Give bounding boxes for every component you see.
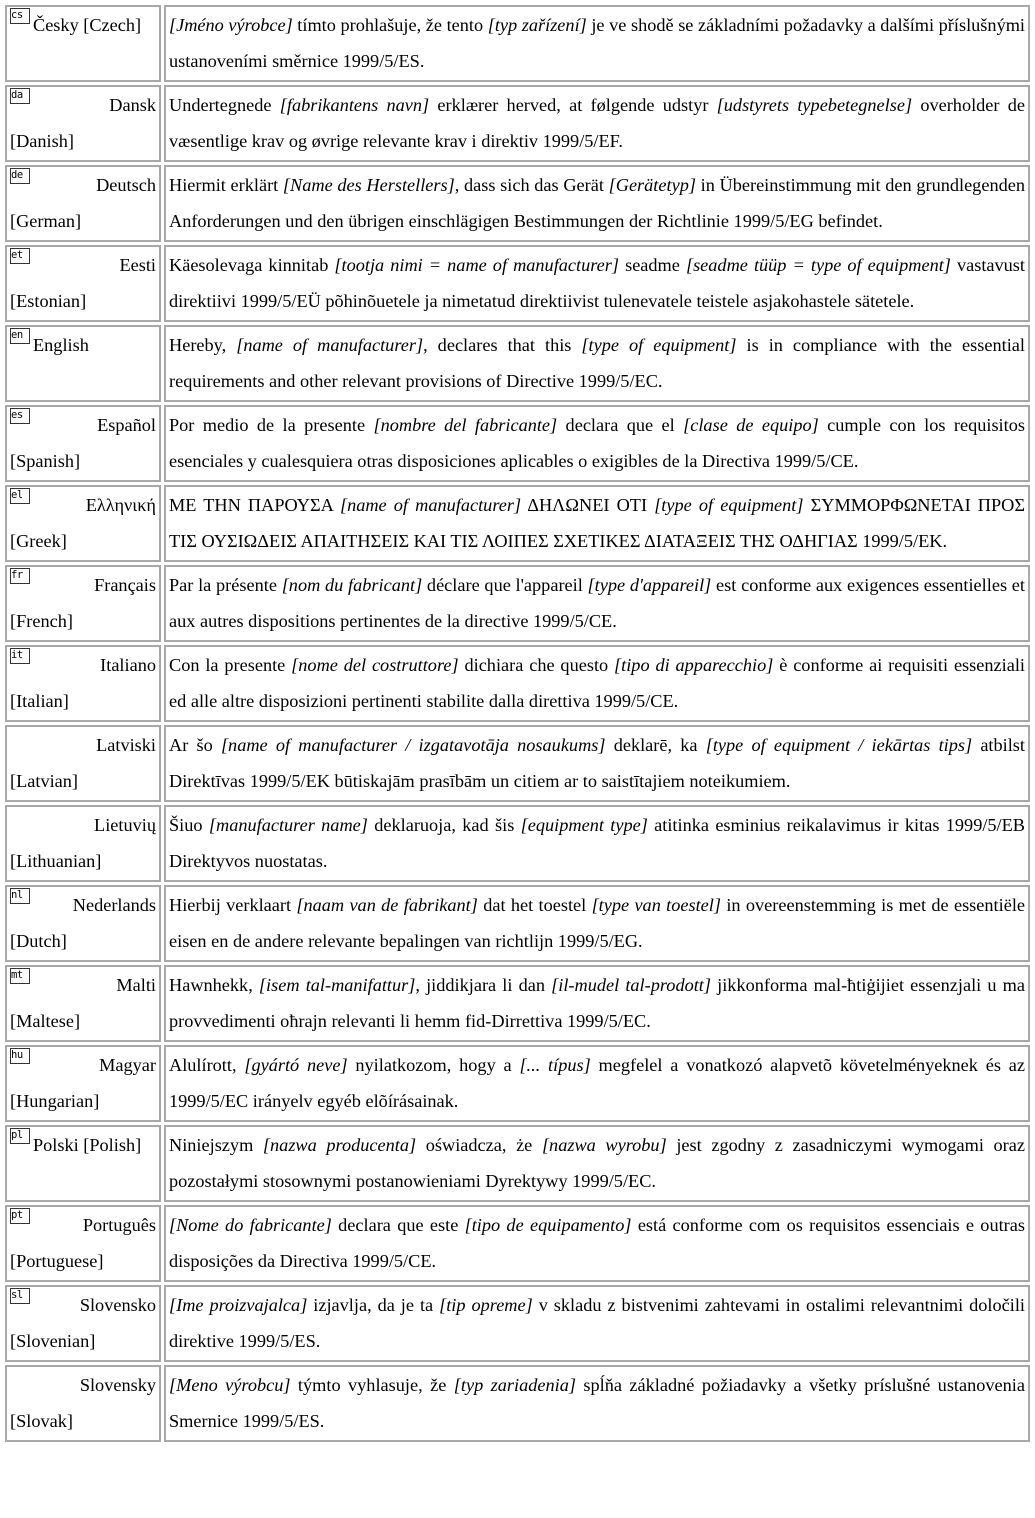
language-cell (5, 565, 161, 642)
language-english-name: [Maltese] (10, 1010, 81, 1031)
language-line (10, 1048, 156, 1084)
language-cell (5, 485, 161, 562)
placeholder-text: [seadme tüüp = type of equipment] (685, 255, 951, 275)
text-segment: in overeenstemming is met de essentiële eisen en de andere relevante bepalingen van richtlijn 1999/5/EG. (169, 895, 1026, 951)
placeholder-text: [name of manufacturer] (236, 335, 424, 355)
text-segment: Hawnhekk, (169, 975, 259, 995)
language-english-name: [Latvian] (10, 770, 79, 791)
language-name: Italiano (100, 655, 156, 675)
text-segment: spĺňa základné požiadavky a všetky príslušné ustanovenia Smernice 1999/5/ES. (169, 1375, 1025, 1431)
text-segment: is in compliance with the essential requirements and other relevant provisions of Directive 1999/5/EC. (169, 335, 1025, 391)
table-row (5, 165, 1030, 242)
language-english-name: [Spanish] (10, 450, 81, 471)
placeholder-text: [Nome do fabricante] (169, 1215, 332, 1235)
language-code-icon: mt (10, 968, 30, 984)
language-english-name: [Slovenian] (10, 1330, 96, 1351)
text-segment: , dass sich das Gerät (454, 175, 609, 195)
language-line (10, 648, 156, 684)
text-segment: déclare que l'appareil (422, 575, 588, 595)
table-row (5, 805, 1030, 882)
declaration-text (164, 645, 1030, 722)
language-name: Slovensko (79, 1295, 156, 1315)
language-cell (5, 725, 161, 802)
placeholder-text: [Gerätetyp] (608, 175, 696, 195)
text-segment: dat het toestel (477, 895, 592, 915)
language-name: Magyar (99, 1055, 156, 1075)
text-segment: Hierbij verklaart (169, 895, 297, 915)
table-row (5, 405, 1030, 482)
declaration-text (164, 325, 1030, 402)
text-segment: oświadcza, że (416, 1135, 542, 1155)
placeholder-text: [il-mudel tal-prodott] (551, 975, 711, 995)
language-english-name: [Slovak] (10, 1410, 73, 1431)
placeholder-text: [name of manufacturer] (339, 495, 522, 515)
placeholder-text: [udstyrets typebetegnelse] (716, 95, 913, 115)
table-row (5, 725, 1030, 802)
text-segment: ΣΥΜΜΟΡΦΩΝΕΤΑΙ ΠΡΟΣ ΤΙΣ ΟΥΣΙΩΔΕΙΣ ΑΠΑΙΤΗΣΕΙΣ ΚΑΙ ΤΙΣ ΛΟΙΠΕΣ ΣΧΕΤΙΚΕΣ ΔΙΑΤΑΞΕΙΣ ΤΗΣ ΟΔΗΓΙΑΣ 1999/5/ΕΚ. (169, 495, 1025, 551)
language-line (10, 248, 156, 284)
declaration-table (2, 2, 1033, 1445)
declaration-text (164, 965, 1030, 1042)
placeholder-text: [Meno výrobcu] (169, 1375, 291, 1395)
language-name: Dansk (109, 95, 156, 115)
table-row (5, 885, 1030, 962)
language-english-name: [Portuguese] (10, 1250, 104, 1271)
language-cell (5, 245, 161, 322)
declaration-text (164, 565, 1030, 642)
language-name: Slovensky (79, 1375, 156, 1395)
declaration-text (164, 1365, 1030, 1442)
declaration-text (164, 405, 1030, 482)
language-name: Ελληνική (85, 495, 156, 515)
placeholder-text: [nazwa wyrobu] (541, 1135, 667, 1155)
declaration-text (164, 1045, 1030, 1122)
table-row (5, 1285, 1030, 1362)
placeholder-text: [Ime proizvajalca] (169, 1295, 308, 1315)
language-code-icon: cs (10, 8, 30, 24)
table-row (5, 645, 1030, 722)
language-cell (5, 85, 161, 162)
placeholder-text: [typ zariadenia] (453, 1375, 576, 1395)
placeholder-text: [naam van de fabrikant] (296, 895, 478, 915)
language-cell (5, 5, 161, 82)
text-segment: declara que este (331, 1215, 465, 1235)
declaration-text (164, 885, 1030, 962)
table-row (5, 485, 1030, 562)
language-cell (5, 405, 161, 482)
placeholder-text: [gyártó neve] (244, 1055, 348, 1075)
declaration-text (164, 245, 1030, 322)
table-row (5, 1205, 1030, 1282)
language-line (10, 168, 156, 204)
table-row (5, 245, 1030, 322)
table-row (5, 85, 1030, 162)
language-cell (5, 885, 161, 962)
text-segment: Hereby, (169, 335, 237, 355)
text-segment: ΔΗΛΩΝΕΙ ΟΤΙ (521, 495, 655, 515)
placeholder-text: [equipment type] (520, 815, 648, 835)
declaration-text (164, 165, 1030, 242)
text-segment: ΜΕ ΤΗΝ ΠΑΡΟΥΣΑ (169, 495, 340, 515)
placeholder-text: [type of equipment] (654, 495, 804, 515)
text-segment: cumple con los requisitos esenciales y cualesquiera otras disposiciones aplicables o exigibles de la Directiva 1999/5/CE. (169, 415, 1025, 471)
placeholder-text: [tipo di apparecchio] (614, 655, 774, 675)
language-name: Português (82, 1215, 156, 1235)
language-code-icon: el (10, 488, 30, 504)
language-code-icon: it (10, 648, 30, 664)
text-segment: atitinka esminius reikalavimus ir kitas 1999/5/EB Direktyvos nuostatas. (169, 815, 1025, 871)
language-code-icon: de (10, 168, 30, 184)
text-segment: deklaruoja, kad šis (367, 815, 521, 835)
language-name: Deutsch (96, 175, 156, 195)
text-segment: v skladu z bistvenimi zahtevami in ostalimi relevantnimi določili direktive 1999/5/ES. (169, 1295, 1025, 1351)
placeholder-text: [nom du fabricant] (281, 575, 423, 595)
text-segment: Par la présente (169, 575, 282, 595)
text-segment: Hiermit erklärt (169, 175, 283, 195)
language-cell (5, 325, 161, 402)
table-row (5, 325, 1030, 402)
language-line (10, 1288, 156, 1324)
text-segment: Niniejszym (169, 1135, 263, 1155)
language-line (10, 808, 156, 844)
language-code-icon: en (10, 328, 30, 344)
text-segment: Con la presente (169, 655, 292, 675)
language-name: Eesti (119, 255, 156, 275)
language-code-icon: da (10, 88, 30, 104)
language-line (10, 968, 156, 1004)
language-name: Français (94, 575, 156, 595)
placeholder-text: [tip opreme] (439, 1295, 533, 1315)
placeholder-text: [type d'appareil] (587, 575, 712, 595)
text-segment: Por medio de la presente (169, 415, 374, 435)
language-english-name: [Danish] (10, 130, 74, 151)
language-line (10, 1368, 156, 1404)
placeholder-text: [type van toestel] (591, 895, 721, 915)
language-line (10, 728, 156, 764)
text-segment: , jiddikjara li dan (415, 975, 552, 995)
text-segment: Käesolevaga kinnitab (169, 255, 335, 275)
language-cell (5, 165, 161, 242)
language-line (10, 328, 156, 364)
placeholder-text: [type of equipment] (581, 335, 737, 355)
table-row (5, 1045, 1030, 1122)
language-name: Español (97, 415, 156, 435)
placeholder-text: [isem tal-manifattur] (258, 975, 416, 995)
text-segment: nyilatkozom, hogy a (347, 1055, 520, 1075)
table-row (5, 5, 1030, 82)
language-english-name: [Italian] (10, 690, 69, 711)
text-segment: Šiuo (169, 815, 209, 835)
language-line (10, 408, 156, 444)
text-segment: atbilst Direktīvas 1999/5/EK būtiskajām prasībām un citiem ar to saistītajiem noteikumiem. (169, 735, 1026, 791)
declaration-text (164, 485, 1030, 562)
declaration-text (164, 805, 1030, 882)
language-line (10, 8, 156, 44)
text-segment: megfelel a vonatkozó alapvetõ követelményeknek és az 1999/5/EC irányelv egyéb elõírásainak. (169, 1055, 1025, 1111)
language-english-name: [Dutch] (10, 930, 67, 951)
language-cell (5, 1045, 161, 1122)
placeholder-text: [name of manufacturer / izgatavotāja nosaukums] (220, 735, 606, 755)
language-code-icon: hu (10, 1048, 30, 1064)
table-row (5, 1125, 1030, 1202)
text-segment: je ve shodě se základními požadavky a dalšími příslušnými ustanoveními směrnice 1999/5/ES. (169, 15, 1026, 71)
text-segment: Ar šo (169, 735, 221, 755)
placeholder-text: [type of equipment / iekārtas tips] (705, 735, 973, 755)
language-cell (5, 805, 161, 882)
declaration-text (164, 725, 1030, 802)
language-code-icon: es (10, 408, 30, 424)
language-name: Polski [Polish] (33, 1135, 142, 1155)
language-line (10, 488, 156, 524)
table-row (5, 565, 1030, 642)
declaration-text (164, 1125, 1030, 1202)
placeholder-text: [Jméno výrobce] (169, 15, 293, 35)
language-code-icon: pt (10, 1208, 30, 1224)
language-cell (5, 1365, 161, 1442)
language-code-icon: nl (10, 888, 30, 904)
declaration-text (164, 5, 1030, 82)
text-segment: vastavust direktiivi 1999/5/EÜ põhinõuetele ja nimetatud direktiivist tulenevatele teistele asjakohastele sätetele. (169, 255, 1025, 311)
language-english-name: [Estonian] (10, 290, 87, 311)
text-segment: overholder de væsentlige krav og øvrige relevante krav i direktiv 1999/5/EF. (169, 95, 1025, 151)
language-english-name: [Hungarian] (10, 1090, 100, 1111)
text-segment: seadme (619, 255, 686, 275)
text-segment: izjavlja, da je ta (307, 1295, 440, 1315)
language-name: Latviski (96, 735, 156, 755)
language-code-icon: pl (10, 1128, 30, 1144)
text-segment: está conforme com os requisitos essenciais e outras disposições da Directiva 1999/5/CE. (169, 1215, 1025, 1271)
language-code-icon: et (10, 248, 30, 264)
declaration-text (164, 1205, 1030, 1282)
declaration-rows (5, 5, 1030, 1442)
text-segment: deklarē, ka (605, 735, 706, 755)
language-code-icon: fr (10, 568, 30, 584)
language-english-name: [German] (10, 210, 82, 231)
language-english-name: [Lithuanian] (10, 850, 102, 871)
placeholder-text: [clase de equipo] (683, 415, 819, 435)
language-line (10, 1128, 156, 1164)
language-name: English (33, 335, 89, 355)
text-segment: tímto prohlašuje, že tento (292, 15, 488, 35)
language-english-name: [French] (10, 610, 73, 631)
placeholder-text: [fabrikantens navn] (279, 95, 430, 115)
text-segment: týmto vyhlasuje, že (290, 1375, 454, 1395)
declaration-text (164, 1285, 1030, 1362)
placeholder-text: [Name des Herstellers] (282, 175, 455, 195)
placeholder-text: [nombre del fabricante] (373, 415, 558, 435)
placeholder-text: [manufacturer name] (208, 815, 368, 835)
text-segment: dichiara che questo (458, 655, 615, 675)
text-segment: , declares that this (423, 335, 582, 355)
text-segment: erklærer herved, at følgende udstyr (429, 95, 717, 115)
text-segment: è conforme ai requisiti essenziali ed alle altre disposizioni pertinenti stabilite dalla direttiva 1999/5/CE. (169, 655, 1026, 711)
placeholder-text: [nazwa producenta] (262, 1135, 417, 1155)
language-name: Lietuvių (94, 815, 156, 835)
text-segment: est conforme aux exigences essentielles et aux autres dispositions pertinentes de la directive 1999/5/CE. (169, 575, 1025, 631)
language-code-icon: sl (10, 1288, 30, 1304)
text-segment: in Übereinstimmung mit den grundlegenden Anforderungen und den übrigen einschlägigen Bestimmungen der Richtlinie 1999/5/EG befindet. (169, 175, 1025, 231)
table-row (5, 1365, 1030, 1442)
language-line (10, 1208, 156, 1244)
table-row (5, 965, 1030, 1042)
declaration-text (164, 85, 1030, 162)
text-segment: Undertegnede (169, 95, 280, 115)
language-name: Malti (116, 975, 156, 995)
placeholder-text: [nome del costruttore] (291, 655, 459, 675)
language-cell (5, 965, 161, 1042)
language-name: Česky [Czech] (33, 15, 142, 35)
language-english-name: [Greek] (10, 530, 67, 551)
text-segment: jikkonforma mal-ħtiġijiet essenzjali u ma provvedimenti oħrajn relevanti li hemm fid-Dirrettiva 1999/5/EC. (169, 975, 1025, 1031)
language-line (10, 568, 156, 604)
text-segment: Alulírott, (169, 1055, 245, 1075)
language-cell (5, 1205, 161, 1282)
placeholder-text: [tootja nimi = name of manufacturer] (334, 255, 620, 275)
placeholder-text: [tipo de equipamento] (464, 1215, 632, 1235)
language-line (10, 888, 156, 924)
language-cell (5, 645, 161, 722)
language-cell (5, 1285, 161, 1362)
text-segment: declara que el (557, 415, 684, 435)
language-cell (5, 1125, 161, 1202)
text-segment: jest zgodny z zasadniczymi wymogami oraz pozostałymi stosownymi postanowieniami Dyrektywy 1999/5/EC. (169, 1135, 1025, 1191)
placeholder-text: [typ zařízení] (487, 15, 587, 35)
language-line (10, 88, 156, 124)
language-name: Nederlands (72, 895, 156, 915)
placeholder-text: [... típus] (519, 1055, 591, 1075)
